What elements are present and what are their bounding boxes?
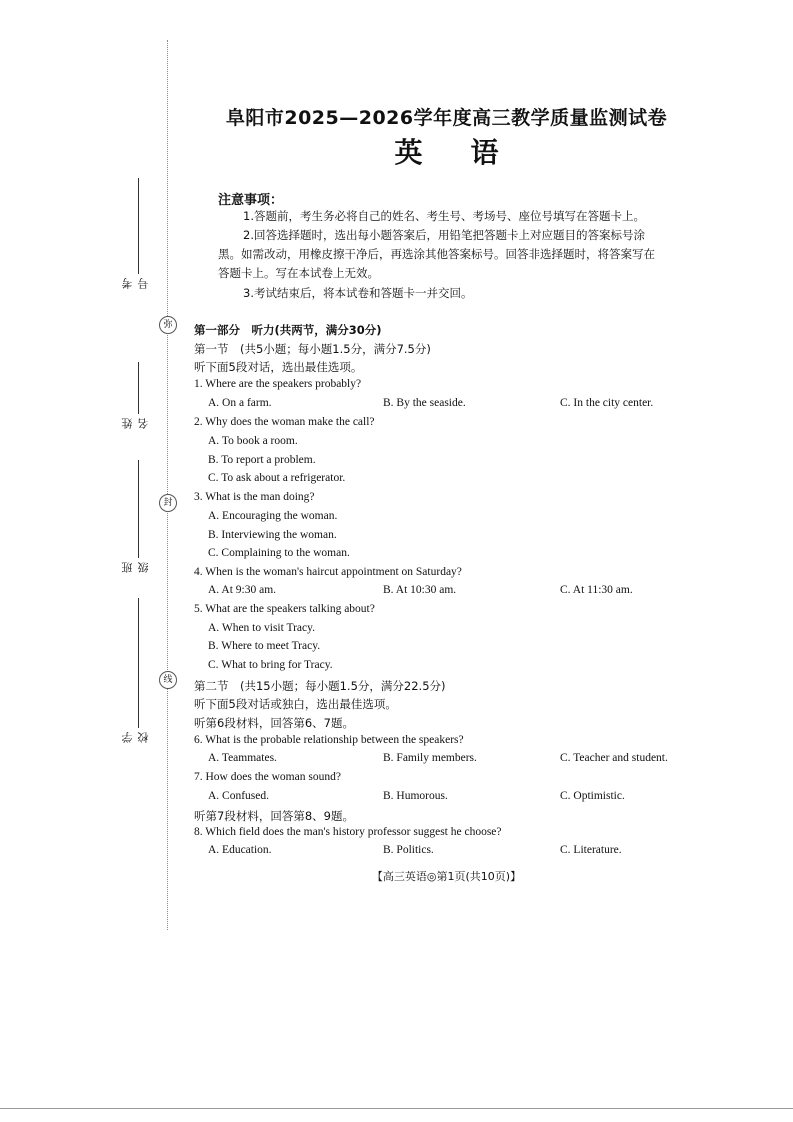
binding-dotted-line [167,40,168,930]
option-c: C. In the city center. [560,397,654,409]
notice-heading: 注意事项： [218,193,284,208]
page-footer: 【高三英语◎第1页(共10页)】 [371,870,522,883]
material-6-instruction: 听第6段材料，回答第6、7题。 [194,716,354,730]
option-b: B. Interviewing the woman. [208,529,337,541]
option-a: A. To book a room. [208,435,298,447]
class-label: 班级 [121,562,150,573]
option-a: A. Teammates. [208,752,277,764]
exam-number-line [138,178,139,274]
notice-item: 1.答题前，考生务必将自己的姓名、考生号、考场号、座位号填写在答题卡上。 [243,209,645,223]
notice-item: 黑。如需改动，用橡皮擦干净后，再选涂其他答案标号。回答非选择题时，将答案写在 [218,247,655,261]
material-7-instruction: 听第7段材料，回答第8、9题。 [194,809,354,823]
question-stem: 3. What is the man doing? [194,491,315,503]
option-b: B. Where to meet Tracy. [208,640,321,652]
question-stem: 4. When is the woman's haircut appointment on Saturday? [194,566,462,578]
school-label: 学校 [121,732,150,743]
notice-item: 2.回答选择题时，选出每小题答案后，用铅笔把答题卡上对应题目的答案标号涂 [243,228,645,242]
subject-char-1: 英 [394,136,423,169]
notice-item: 答题卡上。写在本试卷上无效。 [218,266,379,280]
option-c: C. To ask about a refrigerator. [208,472,346,484]
section2-heading: 第二节 (共15小题；每小题1.5分，满分22.5分) [194,679,446,693]
section1-heading: 第一节 (共5小题；每小题1.5分，满分7.5分) [194,342,431,356]
option-b: B. By the seaside. [383,397,466,409]
option-b: B. To report a problem. [208,454,316,466]
option-a: A. Confused. [208,790,270,802]
exam-number-label: 考号 [121,278,150,289]
option-c: C. Literature. [560,844,622,856]
question-stem: 7. How does the woman sound? [194,771,341,783]
option-b: B. At 10:30 am. [383,584,457,596]
subject-title [0,131,793,171]
option-c: C. What to bring for Tracy. [208,659,333,671]
question-stem: 1. Where are the speakers probably? [194,378,362,390]
question-stem: 2. Why does the woman make the call? [194,416,375,428]
name-label: 姓名 [121,418,150,429]
notice-item: 3.考试结束后，将本试卷和答题卡一并交回。 [243,286,473,300]
name-line [138,362,139,414]
option-c: C. Complaining to the woman. [208,547,350,559]
option-b: B. Humorous. [383,790,448,802]
section2-instruction: 听下面5段对话或独白，选出最佳选项。 [194,697,397,711]
option-a: A. When to visit Tracy. [208,622,316,634]
seal-feng: 封 [159,494,177,512]
option-a: A. Education. [208,844,272,856]
question-stem: 8. Which field does the man's history professor suggest he choose? [194,826,502,838]
option-c: C. Teacher and student. [560,752,668,764]
option-a: A. At 9:30 am. [208,584,277,596]
section1-instruction: 听下面5段对话，选出最佳选项。 [194,360,363,374]
school-line [138,598,139,728]
subject-char-2: 语 [470,136,499,169]
part1-heading: 第一部分 听力(共两节，满分30分) [194,323,382,337]
question-stem: 6. What is the probable relationship between the speakers? [194,734,464,746]
option-a: A. Encouraging the woman. [208,510,338,522]
seal-xian: 线 [159,671,177,689]
class-line [138,460,139,558]
bottom-edge-rule [0,1108,793,1109]
seal-mi: 弥 [159,316,177,334]
option-c: C. Optimistic. [560,790,625,802]
exam-title: 阜阳市2025—2026学年度高三教学质量监测试卷 [225,107,668,129]
question-stem: 5. What are the speakers talking about? [194,603,375,615]
option-c: C. At 11:30 am. [560,584,633,596]
option-a: A. On a farm. [208,397,272,409]
option-b: B. Politics. [383,844,434,856]
option-b: B. Family members. [383,752,477,764]
